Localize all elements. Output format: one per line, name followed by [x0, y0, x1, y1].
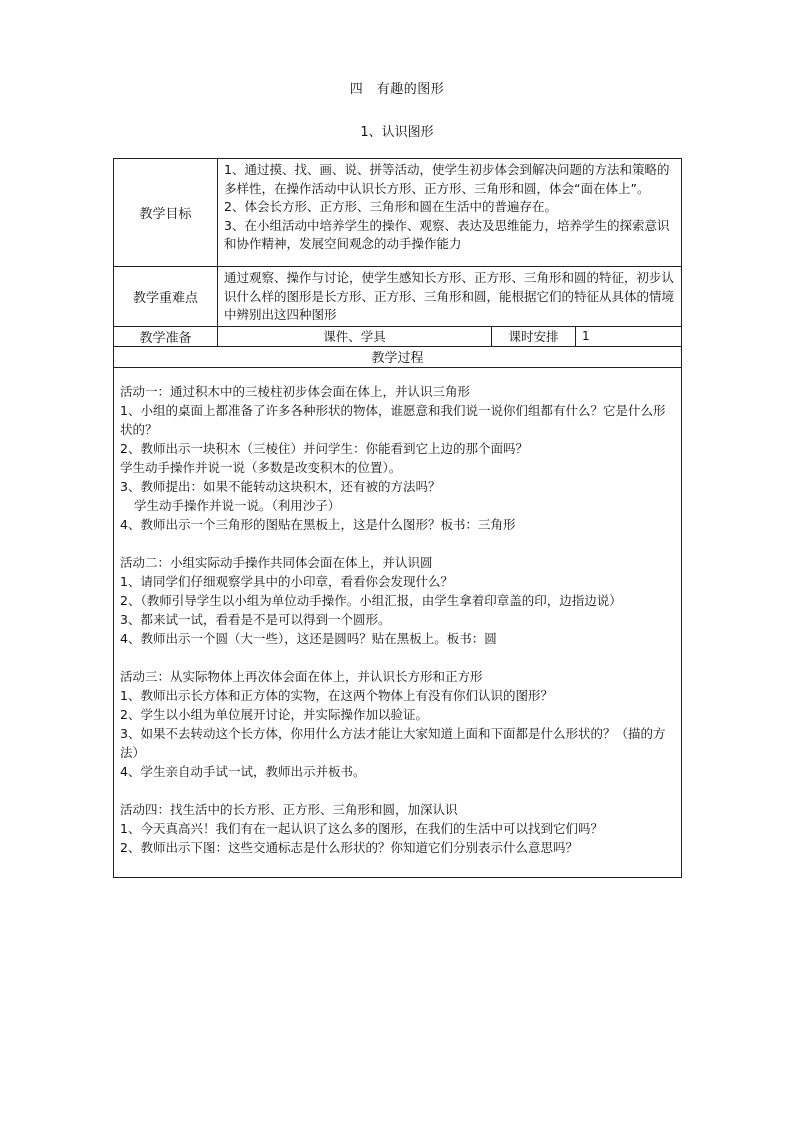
activity-1-line-2: 2、教师出示一块积木（三棱住）并问学生：你能看到它上边的那个面吗？ [120, 440, 528, 456]
lesson-plan-table [113, 158, 682, 878]
key-points-label: 教学重难点 [114, 267, 218, 327]
activity-2-line-1: 1、请同学们仔细观察学具中的小印章，看看你会发现什么？ [120, 573, 453, 589]
activity-3-line-4: 4、学生亲自动手试一试，教师出示并板书。 [120, 763, 366, 779]
goals-content [218, 159, 682, 267]
activity-1-line-5: 学生动手操作并说一说。（利用沙子） [134, 497, 341, 513]
activity-1-title: 活动一：通过积木中的三棱柱初步体会面在体上，并认识三角形 [120, 383, 471, 399]
goals-line-1: 1、通过摸、找、画、说、拼等活动，使学生初步体会到解决问题的方法和策略的多样性，在操作活动中认识长方形、正方形、三角形和圆，体会“面在体上”。 [224, 162, 670, 196]
activity-2-line-4: 4、教师出示一个圆（大一些），这还是圆吗？贴在黑板上。板书：圆 [120, 630, 497, 646]
goals-row [114, 159, 682, 267]
activity-2-line-2: 2、（教师引导学生以小组为单位动手操作。小组汇报，由学生拿着印章盖的印，边指边说） [120, 592, 622, 608]
spacer [120, 534, 677, 553]
prep-value: 课件、学具 [218, 326, 492, 346]
activity-2-line-3: 3、都来试一试，看看是不是可以得到一个圆形。 [120, 611, 391, 627]
activity-4-line-1: 1、今天真高兴！我们有在一起认识了这么多的图形，在我们的生活中可以找到它们吗？ [120, 820, 603, 836]
hours-value: 1 [576, 326, 682, 346]
activity-1-line-1: 1、小组的桌面上都准备了许多各种形状的物体，谁愿意和我们说一说你们组都有什么？它是什么形状的？ [120, 402, 666, 437]
lesson-title: 1、认识图形 [360, 125, 434, 140]
activity-3-title: 活动三：从实际物体上再次体会面在体上，并认识长方形和正方形 [120, 668, 483, 684]
hours-label: 课时安排 [492, 326, 576, 346]
goals-label: 教学目标 [114, 159, 218, 267]
activity-1-line-6: 4、教师出示一个三角形的图贴在黑板上，这是什么图形？板书：三角形 [120, 516, 516, 532]
process-header-row [114, 346, 682, 367]
key-points-content: 通过观察、操作与讨论，使学生感知长方形、正方形、三角形和圆的特征，初步认识什么样的图形是长方形、正方形、三角形和圆，能根据它们的特征从具体的情境中辨别出这四种图形 [218, 267, 682, 327]
page-title: 四 有趣的图形 [349, 82, 445, 97]
process-content [114, 367, 682, 877]
activity-3-line-1: 1、教师出示长方体和正方体的实物，在这两个物体上有没有你们认识的图形？ [120, 687, 553, 703]
activity-1-line-3: 学生动手操作并说一说（多数是改变积木的位置）。 [120, 459, 402, 475]
spacer [120, 648, 677, 667]
activity-4-line-2: 2、教师出示下图：这些交通标志是什么形状的？你知道它们分别表示什么意思吗？ [120, 839, 578, 855]
spacer [120, 781, 677, 800]
key-points-row [114, 267, 682, 327]
goals-line-3: 3、在小组活动中培养学生的操作、观察、表达及思维能力，培养学生的探索意识和协作精神，发展空间观念的动手操作能力 [224, 217, 670, 251]
process-body-row [114, 367, 682, 877]
prep-label: 教学准备 [114, 326, 218, 346]
activity-2-title: 活动二：小组实际动手操作共同体会面在体上，并认识圆 [120, 554, 433, 570]
activity-4-title: 活动四：找生活中的长方形、正方形、三角形和圆，加深认识 [120, 801, 458, 817]
activity-3-line-2: 2、学生以小组为单位展开讨论，并实际操作加以验证。 [120, 706, 428, 722]
activity-3-line-3: 3、如果不去转动这个长方体，你用什么方法才能让大家知道上面和下面都是什么形状的？（描的方法） [120, 725, 666, 760]
prep-row [114, 326, 682, 346]
activity-1-line-4: 3、教师提出：如果不能转动这块积木，还有被的方法吗？ [120, 478, 441, 494]
process-header: 教学过程 [114, 346, 682, 367]
goals-line-2: 2、体会长方形、正方形、三角形和圆在生活中的普遍存在。 [224, 199, 557, 214]
